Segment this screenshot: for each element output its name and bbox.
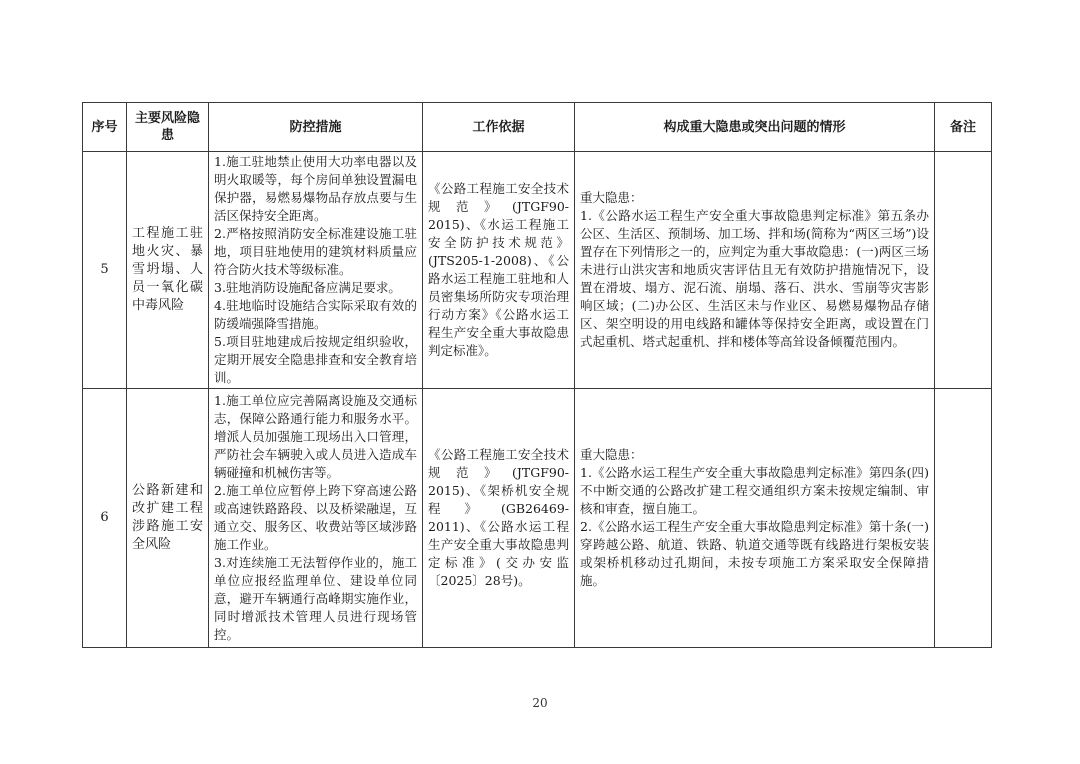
row-remarks	[935, 389, 992, 648]
row-remarks	[935, 152, 992, 389]
row-measures	[209, 389, 423, 648]
row-seq: 5	[83, 152, 127, 389]
header-seq: 序号	[83, 103, 127, 152]
table-row	[83, 152, 992, 389]
row-situation	[575, 152, 935, 389]
header-basis: 工作依据	[423, 103, 575, 152]
row-measures	[209, 152, 423, 389]
row-basis: 《公路工程施工安全技术规范》(JTGF90-2015)、《架桥机安全规程》(GB26469-2011)、《公路水运工程生产安全重大事故隐患判定标准》(交办安监〔2025〕28号)。	[423, 389, 575, 648]
measure-item: 1.施工驻地禁止使用大功率电器以及明火取暖等，每个房间单独设置漏电保护器，易燃易爆物品存放点要与生活区保持安全距离。	[214, 154, 417, 223]
measure-item: 2.严格按照消防安全标准建设施工驻地，项目驻地使用的建筑材料质量应符合防火技术等级标准。	[214, 226, 417, 277]
row-basis: 《公路工程施工安全技术规范》(JTGF90-2015)、《水运工程施工安全防护技术规范》(JTS205-1-2008)、《公路水运工程施工驻地和人员密集场所防灾专项治理行动方案》《公路水运工程生产安全重大事故隐患判定标准》。	[423, 152, 575, 389]
row-risk: 公路新建和改扩建工程涉路施工安全风险	[127, 389, 209, 648]
situation-heading: 重大隐患：	[580, 190, 643, 205]
header-measures: 防控措施	[209, 103, 423, 152]
measure-item: 5.项目驻地建成后按规定组织验收，定期开展安全隐患排查和安全教育培训。	[214, 334, 417, 385]
row-risk: 工程施工驻地火灾、暴雪坍塌、人员一氧化碳中毒风险	[127, 152, 209, 389]
measure-item: 3.对连续施工无法暂停作业的，施工单位应报经监理单位、建设单位同意，避开车辆通行高峰期实施作业，同时增派技术管理人员进行现场管控。	[214, 555, 417, 642]
situation-item: 1.《公路水运工程生产安全重大事故隐患判定标准》第五条办公区、生活区、预制场、加工场、拌和场(简称为“两区三场”)设置存在下列情形之一的，应判定为重大事故隐患：(一)两区三场未进行山洪灾害和地质灾害评估且无有效防护措施情况下，设置在滑坡、塌方、泥石流、崩塌、落石、洪水、雪崩等灾害影响区域；(二)办公区、生活区未与作业区、易燃易爆物品存储区、架空明设的用电线路和罐体等保持安全距离，或设置在门式起重机、塔式起重机、拌和楼体等高耸设备倾覆范围内。	[580, 208, 929, 349]
situation-heading: 重大隐患：	[580, 447, 643, 462]
row-seq: 6	[83, 389, 127, 648]
header-remarks: 备注	[935, 103, 992, 152]
header-situation: 构成重大隐患或突出问题的情形	[575, 103, 935, 152]
situation-item: 2.《公路水运工程生产安全重大事故隐患判定标准》第十条(一)穿跨越公路、航道、铁路、轨道交通等既有线路进行架板安装或架桥机移动过孔期间，未按专项施工方案采取安全保障措施。	[580, 519, 929, 588]
situation-item: 1.《公路水运工程生产安全重大事故隐患判定标准》第四条(四)不中断交通的公路改扩建工程交通组织方案未按规定编制、审核和审查，擅自施工。	[580, 465, 929, 516]
measure-item: 2.施工单位应暂停上跨下穿高速公路或高速铁路路段、以及桥梁融逞，互通立交、服务区、收费站等区域涉路施工作业。	[214, 483, 417, 552]
table-row	[83, 389, 992, 648]
header-risk: 主要风险隐患	[127, 103, 209, 152]
page-number: 20	[532, 696, 548, 710]
table-header-row	[83, 103, 992, 152]
measure-item: 1.施工单位应完善隔离设施及交通标志，保障公路通行能力和服务水平。增派人员加强施工现场出入口管理，严防社会车辆驶入或人员进入造成车辆碰撞和机械伤害等。	[214, 393, 417, 480]
measure-item: 4.驻地临时设施结合实际采取有效的防缓端强降雪措施。	[214, 298, 417, 331]
measure-item: 3.驻地消防设施配备应满足要求。	[214, 280, 401, 295]
row-situation	[575, 389, 935, 648]
risk-control-table	[82, 102, 992, 648]
